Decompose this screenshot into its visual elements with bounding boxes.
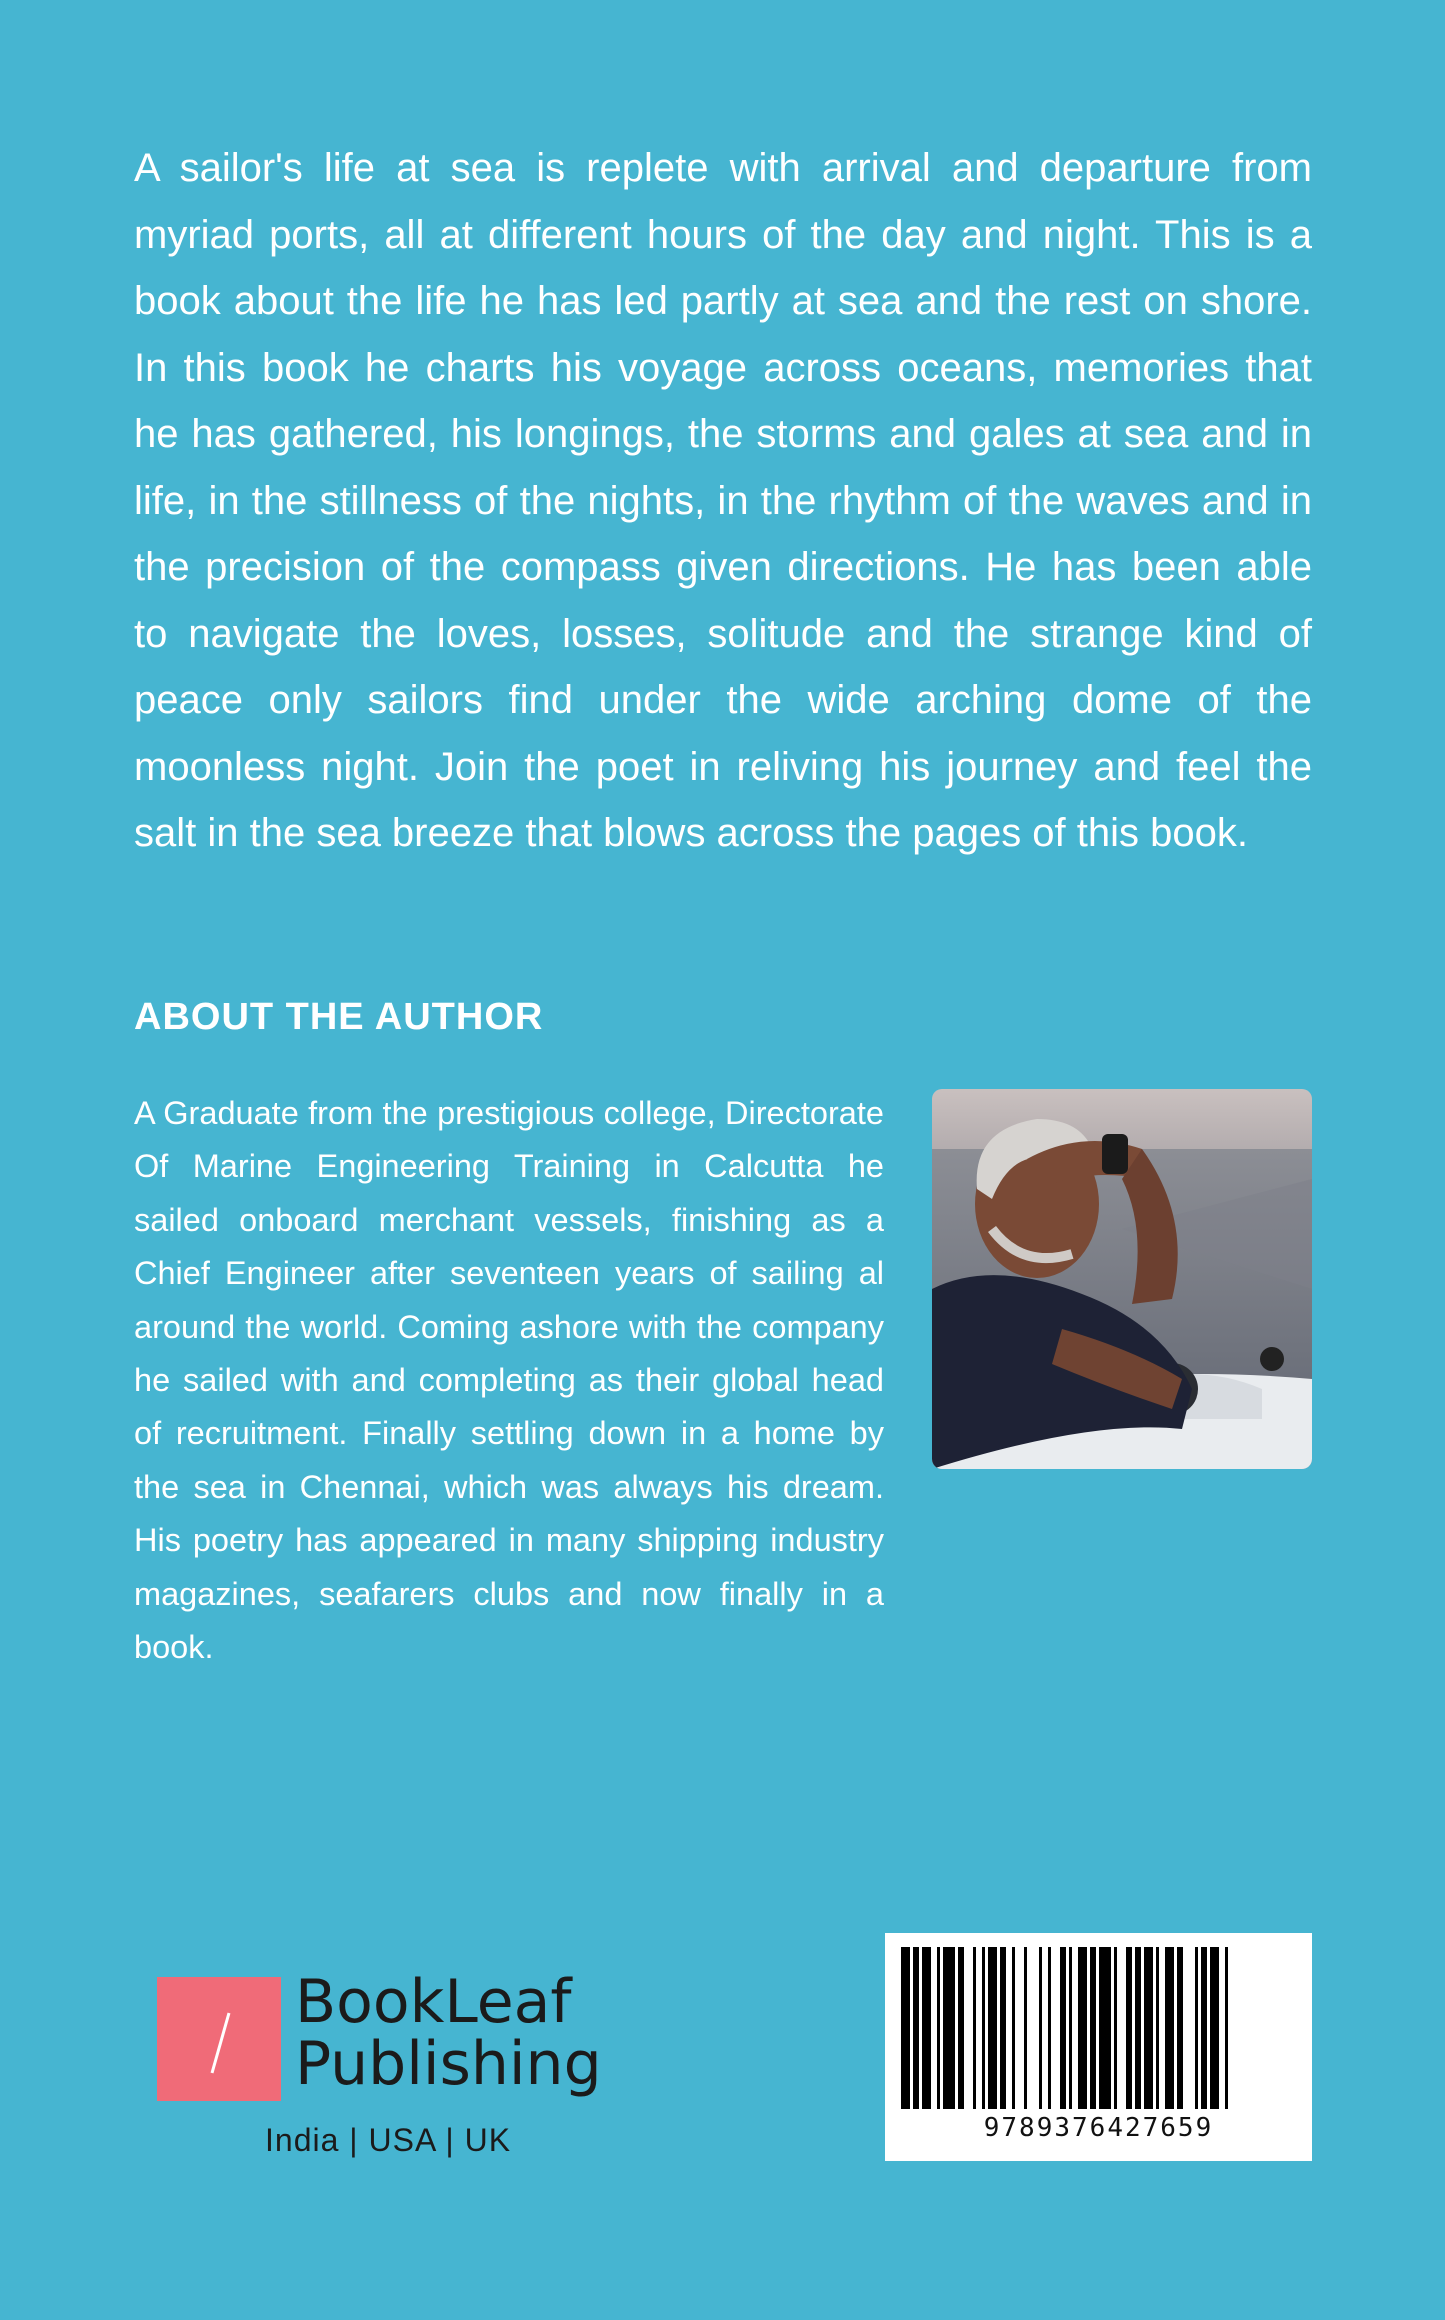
barcode-bar [922,1947,931,2109]
barcode-bar [1060,1947,1066,2109]
publisher-name-line2: Publishing [295,2029,602,2099]
barcode-bar [901,1947,910,2109]
barcode-bar [1195,1947,1198,2109]
publisher-logo [157,1967,617,2170]
barcode-bar [973,1947,976,2109]
barcode-bar [1090,1947,1096,2109]
barcode-bar [913,1947,919,2109]
barcode-bar [1201,1947,1207,2109]
barcode-bar [937,1947,940,2109]
barcode-bar [1069,1947,1072,2109]
barcode-bar [1000,1947,1006,2109]
barcode-bar [1126,1947,1132,2109]
book-blurb: A sailor's life at sea is replete with arrival and departure from myriad ports, all at different hours of the day and night. This is a book about the life he has led partly at sea and the rest on shore. In this book he charts his voyage across oceans, memories that he has gathered, his longings, the storms and gales at sea and in life, in the stillness of the nights, in the rhythm of the waves and in the precision of the compass given directions. He has been able to navigate the loves, losses, solitude and the strange kind of peace only sailors find under the wide arching dome of the moonless night. Join the poet in reliving his journey and feel the salt in the sea breeze that blows across the pages of this book. [134,146,1312,855]
barcode-bar [958,1947,964,2109]
barcode-bar [1165,1947,1174,2109]
barcode-bar [982,1947,985,2109]
barcode-bar [1078,1947,1087,2109]
publisher-locations: India | USA | UK [265,2122,512,2158]
barcode-bar [1177,1947,1183,2109]
barcode-bar [1012,1947,1015,2109]
author-photo [932,1089,1312,1469]
leaf-mark-icon [157,1977,281,2101]
barcode-bar [1039,1947,1042,2109]
barcode-bar [943,1947,955,2109]
barcode-bar [1156,1947,1159,2109]
about-author-heading: ABOUT THE AUTHOR [134,996,544,1038]
author-bio: A Graduate from the prestigious college, Directorate Of Marine Engineering Training in Calcutta he sailed onboard merchant vessels, finishing as a Chief Engineer after seventeen years of sailing al around the world. Coming ashore with the company he sailed with and completing as their global head of recruitment. Finally settling down in a home by the sea in Chennai, which was always his dream. His poetry has appeared in many shipping industry magazines, seafarers clubs and now finally in a book. [134,1095,884,1666]
barcode-bar [1114,1947,1117,2109]
publisher-name-line1: BookLeaf [295,1967,572,2037]
barcode-bar [1225,1947,1228,2109]
barcode-bar [1099,1947,1111,2109]
barcode-bar [1144,1947,1153,2109]
barcode-bar [1048,1947,1051,2109]
isbn-barcode [885,1933,1312,2161]
barcode-bar [988,1947,997,2109]
isbn-number: 9789376427659 [983,2113,1214,2143]
barcode-bar [1135,1947,1141,2109]
barcode-bar [1024,1947,1027,2109]
barcode-bars [901,1947,1296,2109]
barcode-bar [1210,1947,1219,2109]
